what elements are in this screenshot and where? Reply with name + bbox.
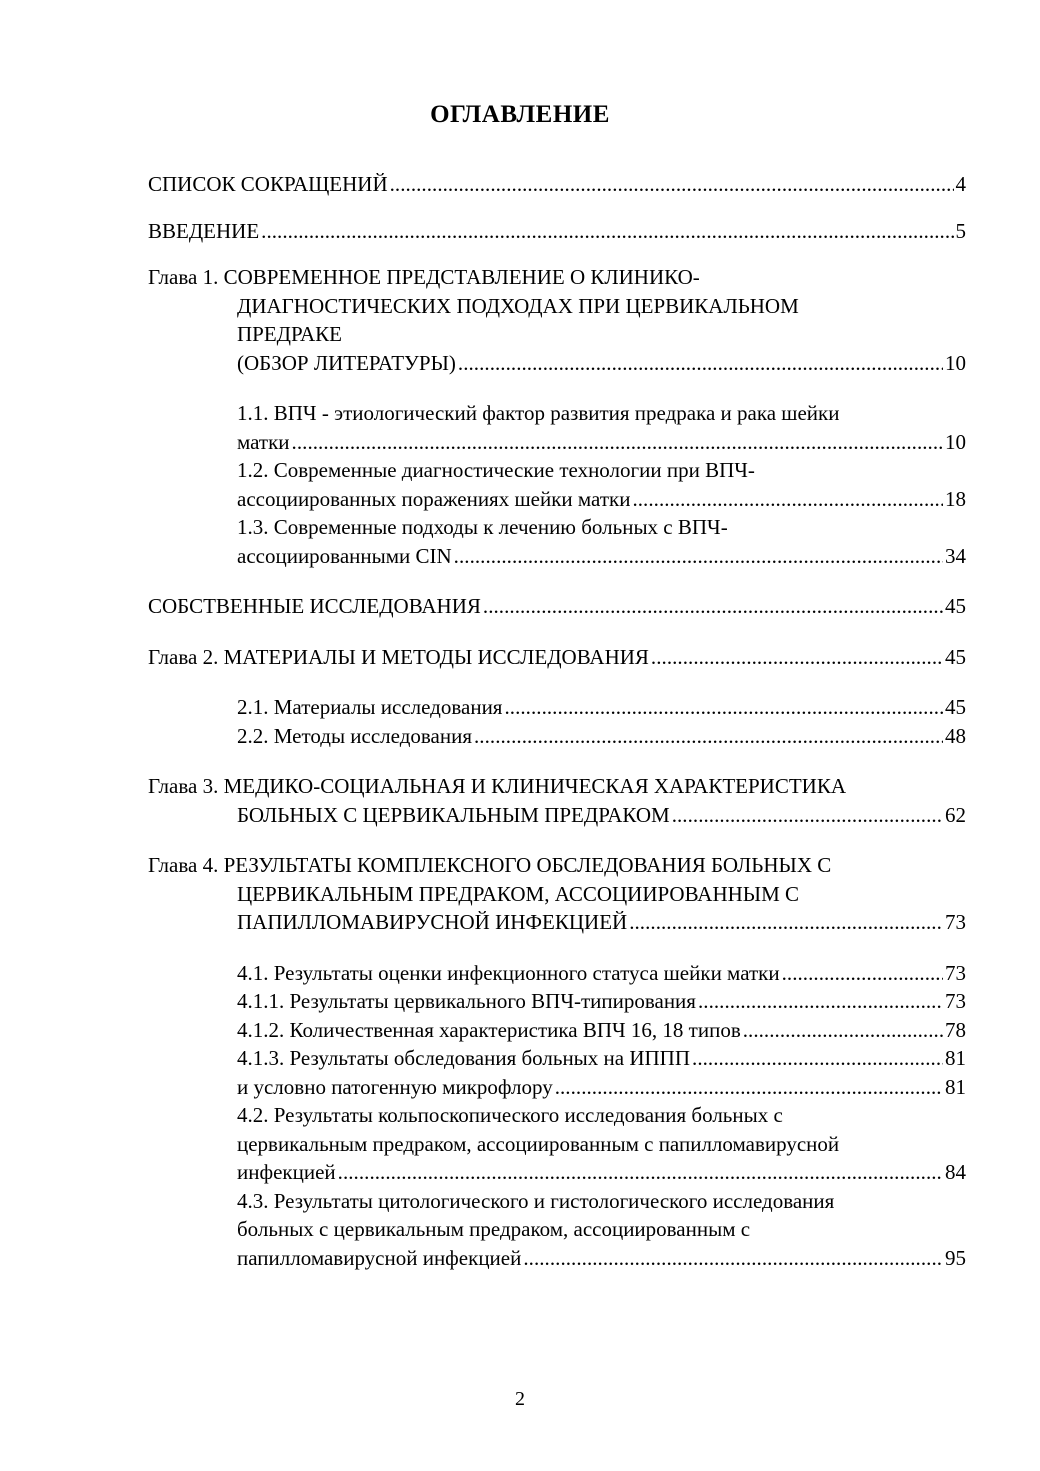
- toc-entry-last-line: [148, 428, 966, 457]
- toc-page-number: 84: [945, 1160, 966, 1184]
- toc-page-number: 45: [945, 594, 966, 618]
- toc-entry-introduction[interactable]: [148, 217, 966, 246]
- toc-entry-chapter-4[interactable]: [148, 851, 966, 937]
- dot-leader: [555, 1073, 943, 1102]
- dot-leader: [454, 542, 943, 571]
- dot-leader: [390, 170, 954, 199]
- toc-entry-text: ВВЕДЕНИЕ: [148, 218, 260, 243]
- toc-page-number: 73: [945, 989, 966, 1013]
- toc-entry-abbreviations[interactable]: [148, 170, 966, 199]
- toc-entry-line: больных с цервикальным предраком, ассоциированным с: [237, 1217, 751, 1241]
- toc-entry-last-line: [148, 1158, 966, 1187]
- toc-entry-text: матки: [237, 429, 290, 454]
- toc-entry-own-research[interactable]: [148, 592, 966, 621]
- toc-page-number: 18: [945, 486, 966, 511]
- toc-entry-text: папилломавирусной инфекцией: [237, 1245, 522, 1270]
- toc-entry-last-line: [148, 801, 966, 830]
- toc-entry-line: 1.3. Современные подходы к лечению больных с ВПЧ-: [237, 515, 728, 539]
- dot-leader: [523, 1244, 943, 1273]
- toc-page-number: 95: [945, 1245, 966, 1270]
- page-number: 2: [515, 1388, 525, 1410]
- toc-page-number: 45: [945, 695, 966, 719]
- dot-leader: [458, 349, 943, 378]
- toc-page-number: 10: [945, 429, 966, 454]
- toc-entry-line: ДИАГНОСТИЧЕСКИХ ПОДХОДАХ ПРИ ЦЕРВИКАЛЬНОМ: [237, 293, 799, 318]
- toc-page-number: 4: [955, 172, 966, 196]
- toc-page-number: 78: [945, 1017, 966, 1042]
- toc-page-number: 81: [945, 1074, 966, 1099]
- toc-entry-last-line: [148, 1244, 966, 1273]
- page-title: ОГЛАВЛЕНИЕ: [430, 101, 610, 128]
- dot-leader: [782, 959, 943, 988]
- toc-entry-line: цервикальным предраком, ассоциированным с папилломавирусной: [237, 1131, 840, 1156]
- toc-page-number: 45: [945, 644, 966, 669]
- toc-entry-text: ассоциированными CIN: [237, 543, 452, 568]
- toc-entry-section-2-2[interactable]: [148, 722, 966, 751]
- toc-entry-text: 4.1.3. Результаты обследования больных на ИППП: [237, 1046, 691, 1070]
- dot-leader: [692, 1044, 943, 1073]
- toc-entry-last-line: [148, 908, 966, 937]
- toc-entry-section-4-1-3-cont[interactable]: [148, 1073, 966, 1102]
- toc-entry-text: ассоциированных поражениях шейки матки: [237, 486, 631, 511]
- toc-entry-section-4-3[interactable]: [148, 1187, 966, 1273]
- toc-entry-text: 4.1. Результаты оценки инфекционного статуса шейки матки: [237, 960, 780, 985]
- toc-page-number: 62: [945, 802, 966, 827]
- toc-entry-section-1-1[interactable]: [148, 399, 966, 456]
- dot-leader: [474, 722, 943, 751]
- toc-entry-line: 4.2. Результаты кольпоскопического исследования больных с: [237, 1103, 783, 1127]
- toc-entry-text: Глава 2. МАТЕРИАЛЫ И МЕТОДЫ ИССЛЕДОВАНИЯ: [148, 644, 649, 669]
- toc-entry-text: 2.2. Методы исследования: [237, 723, 472, 748]
- toc-entry-text: (ОБЗОР ЛИТЕРАТУРЫ): [237, 350, 456, 375]
- dot-leader: [651, 643, 943, 672]
- toc-entry-section-1-3[interactable]: [148, 513, 966, 570]
- toc-page-number: 48: [945, 723, 966, 748]
- toc-page-number: 5: [955, 218, 966, 243]
- toc-entry-last-line: [148, 349, 966, 378]
- toc-entry-section-4-1[interactable]: [148, 959, 966, 988]
- toc-entry-text: БОЛЬНЫХ С ЦЕРВИКАЛЬНЫМ ПРЕДРАКОМ: [237, 802, 670, 827]
- toc-page-number: 73: [945, 960, 966, 985]
- dot-leader: [483, 592, 943, 621]
- toc-entry-text: 2.1. Материалы исследования: [237, 695, 503, 719]
- toc-entry-line: Глава 4. РЕЗУЛЬТАТЫ КОМПЛЕКСНОГО ОБСЛЕДОВАНИЯ БОЛЬНЫХ С: [148, 853, 832, 877]
- toc-entry-line: ЦЕРВИКАЛЬНЫМ ПРЕДРАКОМ, АССОЦИИРОВАННЫМ С: [237, 881, 800, 906]
- toc-entry-line: ПРЕДРАКЕ: [237, 322, 342, 346]
- toc-entry-text: СПИСОК СОКРАЩЕНИЙ: [148, 172, 388, 196]
- toc-entry-text: 4.1.2. Количественная характеристика ВПЧ 16, 18 типов: [237, 1017, 741, 1042]
- dot-leader: [629, 908, 943, 937]
- toc-entry-section-2-1[interactable]: [148, 693, 966, 722]
- dot-leader: [672, 801, 943, 830]
- toc-entry-line: Глава 3. МЕДИКО-СОЦИАЛЬНАЯ И КЛИНИЧЕСКАЯ ХАРАКТЕРИСТИКА: [148, 774, 847, 798]
- toc-entry-line: 1.1. ВПЧ - этиологический фактор развития предрака и рака шейки: [237, 401, 840, 425]
- toc-entry-chapter-1[interactable]: [148, 263, 966, 377]
- toc-entry-line: 4.3. Результаты цитологического и гистологического исследования: [237, 1188, 835, 1213]
- dot-leader: [504, 693, 943, 722]
- table-of-contents: [148, 170, 966, 1272]
- toc-entry-section-4-1-2[interactable]: [148, 1016, 966, 1045]
- toc-entry-last-line: [148, 485, 966, 514]
- toc-page-number: 10: [945, 350, 966, 375]
- toc-entry-section-4-1-3[interactable]: [148, 1044, 966, 1073]
- toc-entry-line: Глава 1. СОВРЕМЕННОЕ ПРЕДСТАВЛЕНИЕ О КЛИНИКО-: [148, 265, 700, 289]
- dot-leader: [698, 987, 943, 1016]
- dot-leader: [632, 485, 943, 514]
- toc-entry-text: ПАПИЛЛОМАВИРУСНОЙ ИНФЕКЦИЕЙ: [237, 910, 628, 934]
- toc-entry-last-line: [148, 542, 966, 571]
- dot-leader: [743, 1016, 943, 1045]
- dot-leader: [292, 428, 943, 457]
- toc-entry-line: 1.2. Современные диагностические технологии при ВПЧ-: [237, 458, 755, 482]
- toc-entry-text: 4.1.1. Результаты цервикального ВПЧ-типирования: [237, 989, 696, 1013]
- toc-entry-chapter-3[interactable]: [148, 772, 966, 829]
- dot-leader: [338, 1158, 943, 1187]
- toc-entry-chapter-2[interactable]: [148, 643, 966, 672]
- toc-entry-section-4-1-1[interactable]: [148, 987, 966, 1016]
- toc-page-number: 73: [945, 910, 966, 934]
- toc-entry-text: СОБСТВЕННЫЕ ИССЛЕДОВАНИЯ: [148, 594, 481, 618]
- toc-entry-section-4-2[interactable]: [148, 1101, 966, 1187]
- toc-entry-section-1-2[interactable]: [148, 456, 966, 513]
- toc-entry-text: и условно патогенную микрофлору: [237, 1074, 553, 1099]
- toc-page-number: 34: [945, 543, 966, 568]
- dot-leader: [261, 217, 953, 246]
- toc-page-number: 81: [945, 1046, 966, 1070]
- toc-entry-text: инфекцией: [237, 1160, 336, 1184]
